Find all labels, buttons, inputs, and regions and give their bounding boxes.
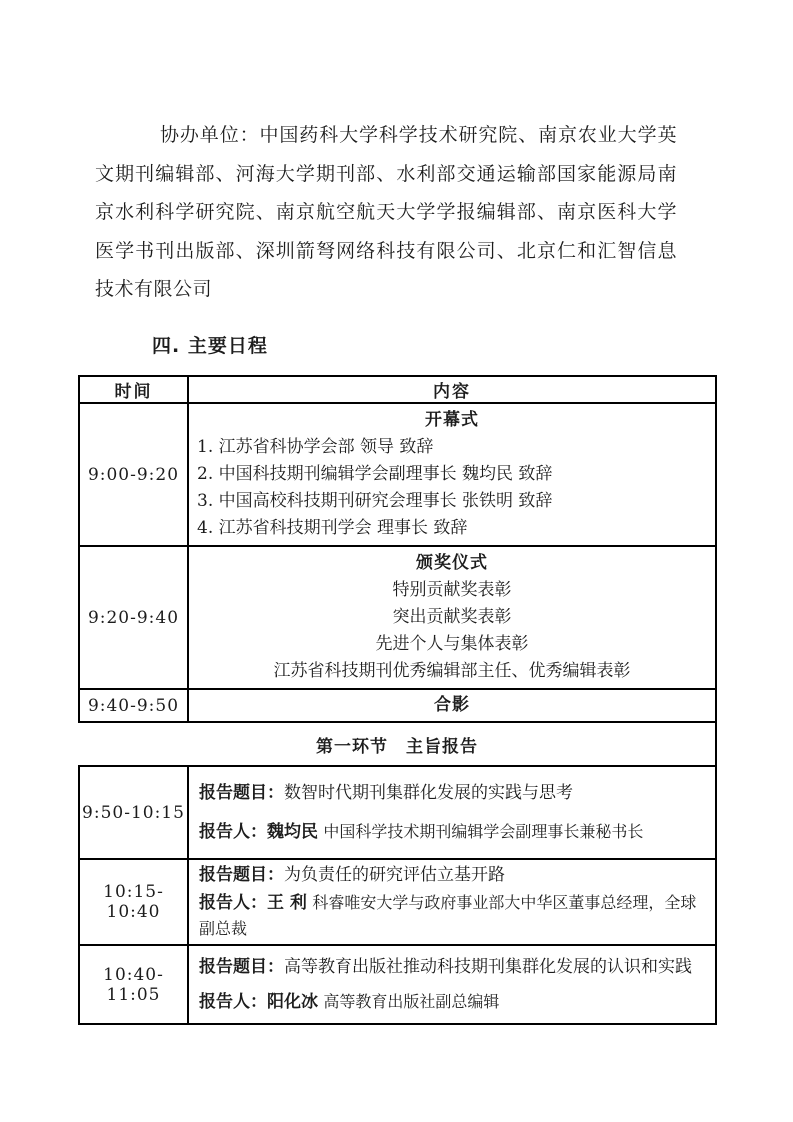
report-cell bbox=[188, 766, 716, 859]
topic-text: 数智时代期刊集群化发展的实践与思考 bbox=[284, 783, 573, 803]
table-header-row bbox=[79, 376, 716, 403]
speaker-title: 高等教育出版社副总编辑 bbox=[323, 991, 500, 1011]
topic-label: 报告题目： bbox=[199, 865, 284, 885]
report-cell bbox=[188, 945, 716, 1024]
speaker-title: 科睿唯安大学与政府事业部大中华区董事总经理，全球副总裁 bbox=[199, 893, 697, 938]
opening-item: 4. 江苏省科技期刊学会 理事长 致辞 bbox=[197, 518, 468, 538]
speaker-name: 王 利 bbox=[267, 893, 307, 913]
speaker-name: 魏均民 bbox=[267, 822, 318, 842]
topic-text: 为负责任的研究评估立基开路 bbox=[284, 865, 505, 885]
opening-item: 3. 中国高校科技期刊研究会理事长 张铁明 致辞 bbox=[197, 491, 553, 511]
time-cell: 9:40-9:50 bbox=[79, 689, 188, 722]
topic-label: 报告题目： bbox=[199, 783, 284, 803]
report-row bbox=[79, 945, 716, 1024]
report-row bbox=[79, 766, 716, 859]
time-cell: 9:50-10:15 bbox=[79, 766, 188, 859]
speaker-title: 中国科学技术期刊编辑学会副理事长兼秘书长 bbox=[323, 822, 644, 841]
awards-ceremony-row bbox=[79, 546, 716, 689]
topic-text: 高等教育出版社推动科技期刊集群化发展的认识和实践 bbox=[284, 957, 692, 978]
topic-label: 报告题目： bbox=[199, 957, 284, 978]
speaker-name: 阳化冰 bbox=[267, 991, 318, 1012]
co-organizers-paragraph: 协办单位：中国药科大学科学技术研究院、南京农业大学英文期刊编辑部、河海大学期刊部、水利部交通运输部国家能源局南京水利科学研究院、南京航空航天大学学报编辑部、南京医科大学医学书刊出版部、深圳箭弩网络科技有限公司、北京仁和汇智信息技术有限公司 bbox=[95, 124, 677, 301]
awards-item: 江苏省科技期刊优秀编辑部主任、优秀编辑表彰 bbox=[273, 661, 631, 681]
report-cell bbox=[188, 859, 716, 945]
awards-item: 突出贡献奖表彰 bbox=[392, 607, 512, 627]
report-topic-line bbox=[199, 954, 705, 980]
section-heading: 四. 主要日程 bbox=[152, 335, 268, 357]
content-column-header: 内容 bbox=[188, 376, 716, 403]
opening-title: 开幕式 bbox=[425, 410, 479, 430]
report-row bbox=[79, 859, 716, 945]
time-cell: 9:20-9:40 bbox=[79, 546, 188, 689]
speaker-label: 报告人： bbox=[199, 893, 267, 913]
opening-ceremony-cell bbox=[188, 403, 716, 546]
time-column-header: 时间 bbox=[79, 376, 188, 403]
session-divider-row bbox=[79, 722, 716, 766]
group-photo-row bbox=[79, 689, 716, 722]
speaker-label: 报告人： bbox=[199, 991, 267, 1012]
time-cell: 10:40-11:05 bbox=[79, 945, 188, 1024]
report-topic-line bbox=[199, 780, 705, 806]
time-cell: 10:15-10:40 bbox=[79, 859, 188, 945]
awards-item: 特别贡献奖表彰 bbox=[392, 580, 512, 600]
time-cell: 9:00-9:20 bbox=[79, 403, 188, 546]
group-photo-cell: 合影 bbox=[188, 689, 716, 722]
opening-ceremony-row bbox=[79, 403, 716, 546]
opening-item: 2. 中国科技期刊编辑学会副理事长 魏均民 致辞 bbox=[197, 464, 553, 484]
schedule-table bbox=[78, 375, 717, 1025]
awards-title: 颁奖仪式 bbox=[416, 553, 488, 573]
speaker-label: 报告人： bbox=[199, 822, 267, 842]
awards-ceremony-cell bbox=[188, 546, 716, 689]
report-speaker-line bbox=[199, 989, 705, 1015]
report-topic-line bbox=[199, 862, 705, 888]
opening-item: 1. 江苏省科协学会部 领导 致辞 bbox=[197, 437, 434, 457]
session-title-cell: 第一环节 主旨报告 bbox=[79, 722, 716, 766]
awards-item: 先进个人与集体表彰 bbox=[375, 634, 529, 654]
report-speaker-line bbox=[199, 819, 705, 845]
report-speaker-line bbox=[199, 890, 705, 942]
